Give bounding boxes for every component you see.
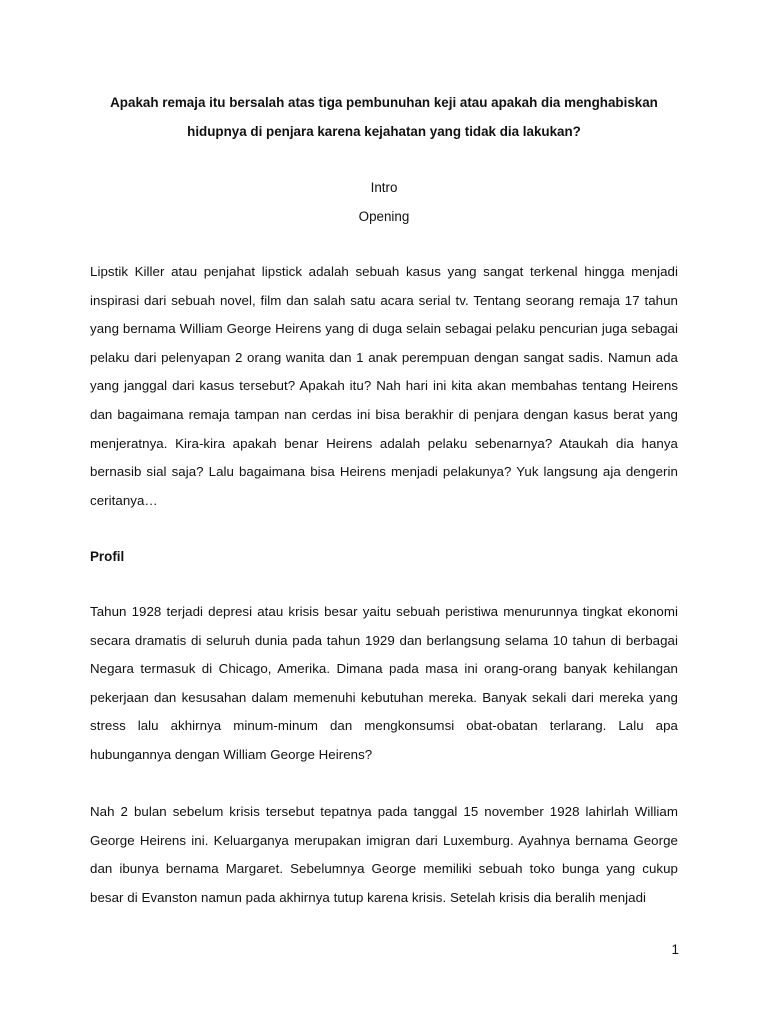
intro-label: Intro	[370, 180, 398, 195]
paragraph-profil-1: Tahun 1928 terjadi depresi atau krisis besar yaitu sebuah peristiwa menurunnya tingkat ekonomi secara dramatis di seluruh dunia pada tahun 1929 dan berlangsung selama 10 tahun di berbagai Negara termasuk di Chicago, Amerika. Dimana pada masa ini orang-orang banyak kehilangan pekerjaan dan kesusahan dalam memenuhi kebutuhan mereka. Banyak sekali dari mereka yang stress lalu akhirnya minum-minum dan mengkonsumsi obat-obatan terlarang. Lalu apa hubungannya dengan William George Heirens?	[90, 604, 678, 762]
opening-label: Opening	[358, 209, 410, 224]
document-title-line-1: Apakah remaja itu bersalah atas tiga pembunuhan keji atau apakah dia menghabiskan	[110, 95, 658, 110]
section-heading-profil: Profil	[90, 549, 125, 564]
document-title-line-2: hidupnya di penjara karena kejahatan yang tidak dia lakukan?	[187, 124, 581, 139]
page-number: 1	[671, 942, 679, 957]
paragraph-intro: Lipstik Killer atau penjahat lipstick adalah sebuah kasus yang sangat terkenal hingga menjadi inspirasi dari sebuah novel, film dan salah satu acara serial tv. Tentang seorang remaja 17 tahun yang bernama William George Heirens yang di duga selain sebagai pelaku pencurian juga sebagai pelaku dari pelenyapan 2 orang wanita dan 1 anak perempuan dengan sangat sadis. Namun ada yang janggal dari kasus tersebut? Apakah itu? Nah hari ini kita akan membahas tentang Heirens dan bagaimana remaja tampan nan cerdas ini bisa berakhir di penjara dengan kasus berat yang menjeratnya. Kira-kira apakah benar Heirens adalah pelaku sebenarnya? Ataukah dia hanya bernasib sial saja? Lalu bagaimana bisa Heirens menjadi pelakunya? Yuk langsung aja dengerin ceritanya…	[90, 264, 678, 508]
paragraph-profil-2: Nah 2 bulan sebelum krisis tersebut tepatnya pada tanggal 15 november 1928 lahirlah William George Heirens ini. Keluarganya merupakan imigran dari Luxemburg. Ayahnya bernama George dan ibunya bernama Margaret. Sebelumnya George memiliki sebuah toko bunga yang cukup besar di Evanston namun pada akhirnya tutup karena krisis. Setelah krisis dia beralih menjadi	[90, 804, 678, 905]
